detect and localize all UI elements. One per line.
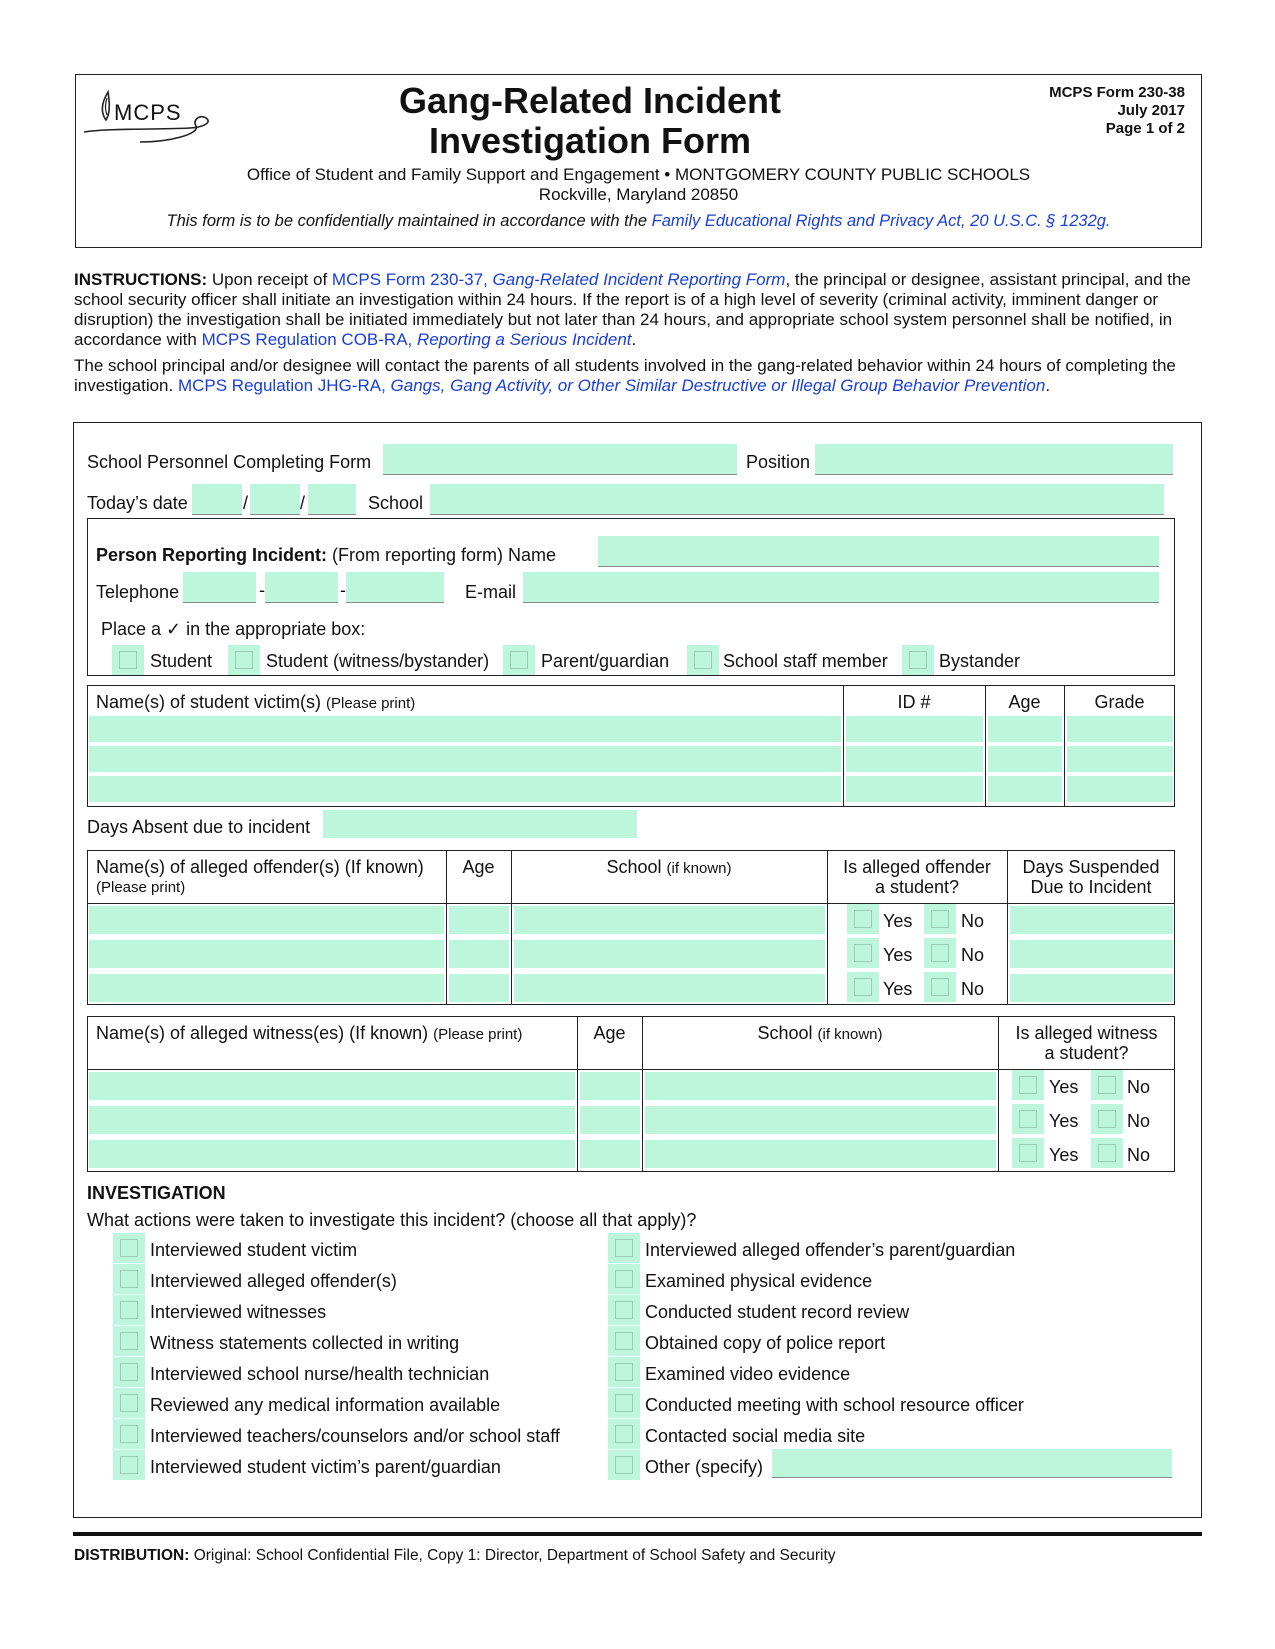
- investigation-heading: INVESTIGATION: [87, 1183, 226, 1203]
- no-label: No: [1127, 1077, 1151, 1097]
- offender-student-yes-checkbox[interactable]: [847, 904, 879, 934]
- form-230-37-link-b: Gang-Related Incident Reporting Form: [492, 270, 786, 289]
- yes-label: Yes: [883, 911, 913, 931]
- no-label: No: [961, 945, 985, 965]
- instructions-p2-end: .: [1045, 376, 1051, 395]
- victim-grade-field[interactable]: [1067, 776, 1173, 802]
- date-separator: /: [300, 493, 306, 513]
- checkbox-square: [854, 978, 872, 996]
- action-label: Interviewed student victim’s parent/guardian: [150, 1457, 501, 1477]
- checkbox-square: [931, 910, 949, 928]
- offenders-student-header-1: Is alleged offender: [843, 857, 991, 877]
- witness-name-field[interactable]: [89, 1072, 575, 1100]
- checkbox-square: [909, 651, 927, 669]
- investigation-question: What actions were taken to investigate this incident? (choose all that apply)?: [87, 1210, 697, 1230]
- checkbox-square: [1098, 1076, 1116, 1094]
- witnesses-age-header: Age: [593, 1023, 626, 1043]
- action-label: Other (specify): [645, 1457, 764, 1477]
- page-title-line2: Investigation Form: [428, 120, 752, 161]
- action-label: Contacted social media site: [645, 1426, 866, 1446]
- witnesses-school-header-small: (if known): [817, 1026, 883, 1043]
- form-date: July 2017: [1117, 102, 1185, 119]
- yes-label: Yes: [1049, 1145, 1079, 1165]
- page-title-line1: Gang-Related Incident: [398, 80, 782, 121]
- offender-student-no-checkbox[interactable]: [924, 972, 956, 1002]
- instructions-p2-text: The school principal and/or designee will contact the parents of all students involved in the gang-related behavior within 24 hours of completing the investigation.: [74, 356, 1176, 395]
- reporter-student-checkbox[interactable]: [112, 645, 144, 675]
- position-field[interactable]: [815, 444, 1173, 475]
- jhg-ra-link[interactable]: [178, 376, 1045, 395]
- offender-age-field[interactable]: [449, 974, 509, 1002]
- logo-text: MCPS: [114, 100, 182, 125]
- checkbox-square: [931, 944, 949, 962]
- witnesses-name-header-text: Name(s) of alleged witness(es) (If known): [96, 1023, 434, 1043]
- victim-grade-field[interactable]: [1067, 746, 1173, 772]
- witness-student-yes-checkbox[interactable]: [1012, 1138, 1044, 1168]
- witness-school-field[interactable]: [645, 1140, 996, 1168]
- action-checkbox[interactable]: [113, 1233, 145, 1263]
- offender-name-field[interactable]: [89, 906, 444, 934]
- checkbox-square: [615, 1239, 633, 1257]
- offenders-header-rule: [87, 903, 1175, 904]
- reporter-parent-checkbox[interactable]: [503, 645, 535, 675]
- reporter-option-label: Student: [150, 651, 213, 671]
- action-label: Interviewed student victim: [150, 1240, 358, 1260]
- offender-name-field[interactable]: [89, 974, 444, 1002]
- action-checkbox[interactable]: [113, 1326, 145, 1356]
- action-label: Examined physical evidence: [645, 1271, 873, 1291]
- checkbox-square: [1098, 1110, 1116, 1128]
- witnesses-student-header-1: Is alleged witness: [1015, 1023, 1158, 1043]
- position-label: Position: [746, 452, 811, 472]
- instructions-paragraph-1: [74, 270, 1204, 350]
- witness-school-field[interactable]: [645, 1072, 996, 1100]
- witness-student-no-checkbox[interactable]: [1091, 1070, 1123, 1100]
- reporter-option-label: School staff member: [723, 651, 888, 671]
- victim-id-field[interactable]: [846, 746, 983, 772]
- action-checkbox[interactable]: [113, 1388, 145, 1418]
- yes-label: Yes: [883, 945, 913, 965]
- checkbox-square: [615, 1363, 633, 1381]
- checkbox-square: [120, 1270, 138, 1288]
- action-checkbox[interactable]: [608, 1450, 640, 1480]
- witnesses-school-header: [642, 1023, 998, 1044]
- checkbox-square: [615, 1301, 633, 1319]
- checkbox-square: [1019, 1144, 1037, 1162]
- days-absent-label: Days Absent due to incident: [87, 817, 311, 837]
- victims-name-header-small: (Please print): [326, 695, 416, 712]
- distribution-text: Original: School Confidential File, Copy 1: Director, Department of School Safety and Security: [189, 1547, 836, 1564]
- jhg-ra-link-b: Gangs, Gang Activity, or Other Similar Destructive or Illegal Group Behavior Prevention: [390, 376, 1046, 395]
- witness-student-no-checkbox[interactable]: [1091, 1138, 1123, 1168]
- date-separator: /: [243, 493, 249, 513]
- yes-label: Yes: [1049, 1111, 1079, 1131]
- offender-student-no-checkbox[interactable]: [924, 904, 956, 934]
- offender-days-suspended-field[interactable]: [1010, 906, 1173, 934]
- action-checkbox[interactable]: [113, 1295, 145, 1325]
- phone-separator: -: [259, 580, 265, 600]
- distribution-rule: [73, 1532, 1202, 1536]
- action-checkbox[interactable]: [113, 1419, 145, 1449]
- date-day-field[interactable]: [250, 484, 300, 515]
- offender-age-field[interactable]: [449, 940, 509, 968]
- reporter-option-label: Student (witness/bystander): [266, 651, 490, 671]
- checkbox-square: [120, 1301, 138, 1319]
- no-label: No: [1127, 1111, 1151, 1131]
- yes-label: Yes: [1049, 1077, 1079, 1097]
- offender-student-yes-checkbox[interactable]: [847, 972, 879, 1002]
- no-label: No: [1127, 1145, 1151, 1165]
- instructions-text-2: , the principal or designee, assistant principal, and the school security officer shall initiate an investigation within 24 hours. If the report is of a high level of severity (criminal activity, imminent danger or disruption) the investigation shall be initiated immediately but not later than 24 hours, and appropriate school system personnel shall be notified, in accordance with: [74, 270, 1191, 349]
- form-page: Page 1 of 2: [1105, 120, 1185, 137]
- cob-ra-link-b: Reporting a Serious Incident: [416, 330, 632, 349]
- witness-student-no-checkbox[interactable]: [1091, 1104, 1123, 1134]
- action-label: Witness statements collected in writing: [150, 1333, 460, 1353]
- checkbox-square: [120, 1332, 138, 1350]
- witnesses-name-header-small: (Please print): [433, 1026, 523, 1043]
- jhg-ra-link-a: MCPS Regulation JHG-RA,: [177, 376, 391, 395]
- victim-name-field[interactable]: [89, 716, 841, 742]
- victim-grade-field[interactable]: [1067, 716, 1173, 742]
- victim-age-field[interactable]: [988, 746, 1062, 772]
- offenders-student-header-2: a student?: [874, 877, 960, 897]
- reporter-label: [96, 545, 556, 566]
- action-checkbox[interactable]: [608, 1419, 640, 1449]
- victims-age-header: Age: [1008, 692, 1041, 712]
- witness-age-field[interactable]: [580, 1140, 640, 1168]
- checkbox-square: [615, 1270, 633, 1288]
- no-label: No: [961, 911, 985, 931]
- form-230-37-link[interactable]: [332, 270, 786, 289]
- email-label: E-mail: [465, 582, 517, 602]
- witness-school-field[interactable]: [645, 1106, 996, 1134]
- school-label: School: [368, 493, 424, 513]
- checkbox-square: [694, 651, 712, 669]
- victim-age-field[interactable]: [988, 716, 1062, 742]
- checkbox-square: [854, 944, 872, 962]
- offender-student-yes-checkbox[interactable]: [847, 938, 879, 968]
- personnel-field[interactable]: [383, 444, 737, 475]
- yes-label: Yes: [883, 979, 913, 999]
- checkbox-square: [120, 1425, 138, 1443]
- reporter-label-rest: (From reporting form) Name: [327, 545, 557, 565]
- checkbox-square: [119, 651, 137, 669]
- victim-id-field[interactable]: [846, 716, 983, 742]
- checkbox-square: [1019, 1110, 1037, 1128]
- action-checkbox[interactable]: [608, 1264, 640, 1294]
- victims-name-header-text: Name(s) of student victim(s): [96, 692, 327, 712]
- no-label: No: [961, 979, 985, 999]
- instructions-paragraph-2: [74, 356, 1204, 396]
- witness-student-yes-checkbox[interactable]: [1012, 1104, 1044, 1134]
- reporter-staff-checkbox[interactable]: [687, 645, 719, 675]
- telephone-prefix-field[interactable]: [265, 572, 338, 603]
- cob-ra-link-a: MCPS Regulation COB-RA,: [201, 330, 417, 349]
- witness-name-field[interactable]: [89, 1140, 575, 1168]
- reporter-name-field[interactable]: [598, 536, 1159, 567]
- other-specify-field[interactable]: [772, 1449, 1172, 1478]
- offenders-name-header: Name(s) of alleged offender(s) (If known): [96, 857, 424, 877]
- checkbox-square: [120, 1394, 138, 1412]
- witnesses-school-header-text: School: [757, 1023, 818, 1043]
- victim-id-field[interactable]: [846, 776, 983, 802]
- witness-name-field[interactable]: [89, 1106, 575, 1134]
- victims-name-header: [96, 692, 415, 713]
- action-label: Examined video evidence: [645, 1364, 851, 1384]
- reporter-option-label: Parent/guardian: [541, 651, 670, 671]
- checkbox-square: [1019, 1076, 1037, 1094]
- phone-separator: -: [340, 580, 346, 600]
- instructions-text: Upon receipt of: [207, 270, 332, 289]
- distribution-label: DISTRIBUTION:: [74, 1547, 190, 1564]
- instructions-label: INSTRUCTIONS:: [74, 270, 208, 289]
- checkbox-square: [120, 1363, 138, 1381]
- reporter-witness-checkbox[interactable]: [228, 645, 260, 675]
- reporter-label-bold: Person Reporting Incident:: [96, 545, 328, 565]
- witnesses-student-header-2: a student?: [1044, 1043, 1129, 1063]
- checkbox-square: [615, 1456, 633, 1474]
- cob-ra-link[interactable]: [202, 330, 632, 349]
- ferpa-link[interactable]: Family Educational Rights and Privacy Act, 20 U.S.C. § 1232g.: [651, 212, 1111, 230]
- checkbox-square: [120, 1239, 138, 1257]
- distribution-note: [74, 1547, 836, 1565]
- victim-name-field[interactable]: [89, 776, 841, 802]
- action-label: Interviewed teachers/counselors and/or school staff: [150, 1426, 560, 1446]
- confidential-note: [75, 212, 1202, 231]
- victim-name-field[interactable]: [89, 746, 841, 772]
- check-instruction: Place a ✓ in the appropriate box:: [101, 619, 366, 639]
- checkbox-square: [931, 978, 949, 996]
- action-checkbox[interactable]: [608, 1326, 640, 1356]
- action-label: Interviewed school nurse/health technician: [150, 1364, 490, 1384]
- reporter-option-label: Bystander: [939, 651, 1021, 671]
- email-field[interactable]: [523, 572, 1159, 603]
- action-checkbox[interactable]: [608, 1295, 640, 1325]
- action-checkbox[interactable]: [113, 1357, 145, 1387]
- offenders-days-header-1: Days Suspended: [1022, 857, 1160, 877]
- witness-student-yes-checkbox[interactable]: [1012, 1070, 1044, 1100]
- offender-school-field[interactable]: [514, 940, 825, 968]
- witness-age-field[interactable]: [580, 1072, 640, 1100]
- telephone-line-field[interactable]: [346, 572, 444, 603]
- reporter-bystander-checkbox[interactable]: [902, 645, 934, 675]
- checkbox-square: [615, 1332, 633, 1350]
- offender-school-field[interactable]: [514, 906, 825, 934]
- checkbox-square: [615, 1425, 633, 1443]
- action-checkbox[interactable]: [608, 1388, 640, 1418]
- victim-age-field[interactable]: [988, 776, 1062, 802]
- offenders-age-header: Age: [462, 857, 495, 877]
- offender-days-suspended-field[interactable]: [1010, 940, 1173, 968]
- instructions-text-3: .: [631, 330, 637, 349]
- days-absent-field[interactable]: [323, 810, 637, 838]
- telephone-label: Telephone: [96, 582, 180, 602]
- action-label: Interviewed alleged offender’s parent/guardian: [645, 1240, 1016, 1260]
- confidential-text: This form is to be confidentially maintained in accordance with the: [166, 212, 652, 230]
- victims-id-header: ID #: [897, 692, 931, 712]
- action-checkbox[interactable]: [608, 1357, 640, 1387]
- victims-grade-header: Grade: [1094, 692, 1145, 712]
- action-label: Conducted student record review: [645, 1302, 910, 1322]
- action-checkbox[interactable]: [113, 1264, 145, 1294]
- telephone-area-field[interactable]: [183, 572, 256, 603]
- witness-age-field[interactable]: [580, 1106, 640, 1134]
- form-number: MCPS Form 230-38: [1049, 84, 1185, 101]
- witnesses-name-header: [96, 1023, 522, 1044]
- address-line: Rockville, Maryland 20850: [538, 185, 739, 204]
- office-line: Office of Student and Family Support and Engagement • MONTGOMERY COUNTY PUBLIC SCHOOLS: [246, 165, 1031, 184]
- personnel-label: School Personnel Completing Form: [87, 452, 372, 472]
- date-month-field[interactable]: [192, 484, 242, 515]
- checkbox-square: [120, 1456, 138, 1474]
- offenders-school-header-text: School: [606, 857, 667, 877]
- school-field[interactable]: [430, 484, 1164, 515]
- date-year-field[interactable]: [308, 484, 356, 515]
- action-label: Reviewed any medical information available: [150, 1395, 501, 1415]
- offender-days-suspended-field[interactable]: [1010, 974, 1173, 1002]
- checkbox-square: [854, 910, 872, 928]
- action-label: Obtained copy of police report: [645, 1333, 886, 1353]
- offender-name-field[interactable]: [89, 940, 444, 968]
- offender-student-no-checkbox[interactable]: [924, 938, 956, 968]
- action-checkbox[interactable]: [608, 1233, 640, 1263]
- action-label: Conducted meeting with school resource officer: [645, 1395, 1024, 1415]
- offender-school-field[interactable]: [514, 974, 825, 1002]
- offenders-name-header-small: (Please print): [96, 879, 186, 896]
- date-label: Today’s date: [87, 493, 188, 513]
- action-label: Interviewed alleged offender(s): [150, 1271, 397, 1291]
- action-checkbox[interactable]: [113, 1450, 145, 1480]
- offender-age-field[interactable]: [449, 906, 509, 934]
- action-label: Interviewed witnesses: [150, 1302, 327, 1322]
- form-230-37-link-a: MCPS Form 230-37,: [331, 270, 493, 289]
- offenders-school-header-small: (if known): [666, 860, 732, 877]
- offenders-school-header: [511, 857, 827, 878]
- offenders-days-header-2: Due to Incident: [1030, 877, 1152, 897]
- checkbox-square: [615, 1394, 633, 1412]
- checkbox-square: [1098, 1144, 1116, 1162]
- checkbox-square: [510, 651, 528, 669]
- checkbox-square: [235, 651, 253, 669]
- mcps-logo: [80, 84, 220, 154]
